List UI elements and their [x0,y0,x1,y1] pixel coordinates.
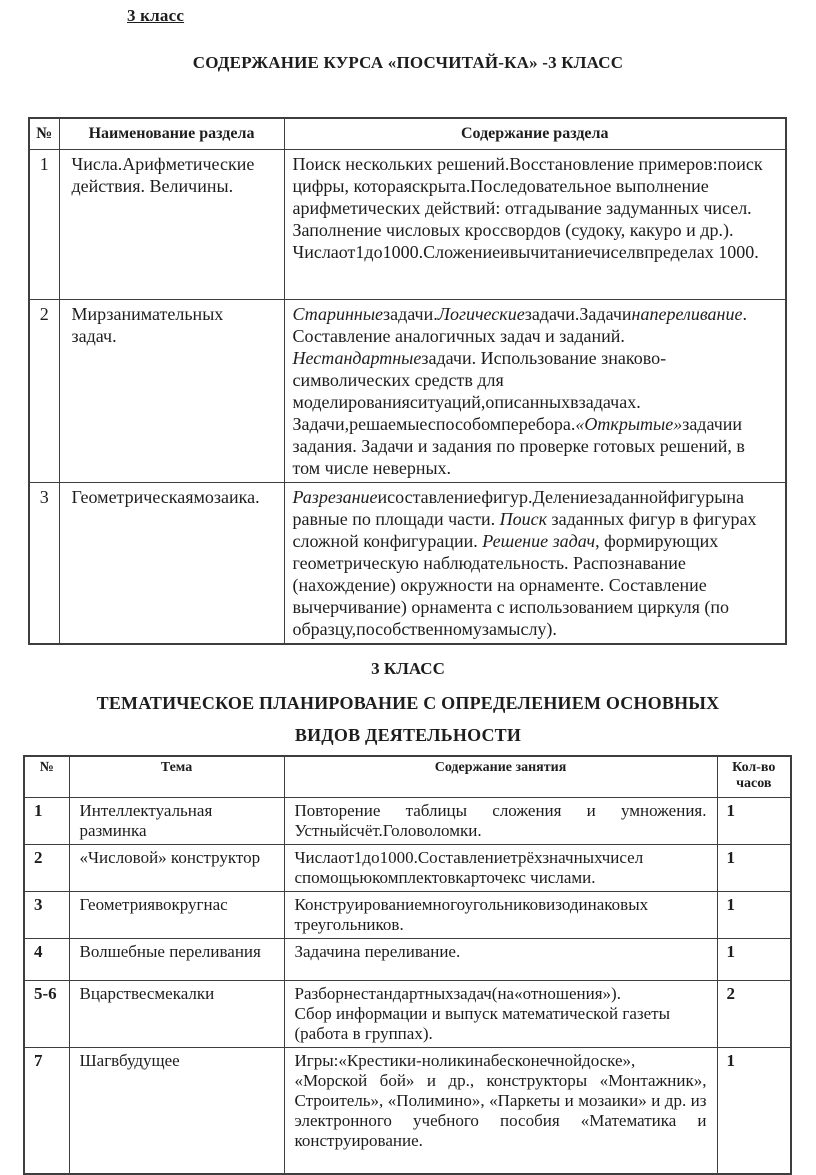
lesson-theme: «Числовой» конструктор [69,845,284,892]
plan-header-num: № [24,756,69,798]
lesson-hours: 1 [717,798,791,845]
lesson-hours: 2 [717,981,791,1048]
section-content [284,483,786,645]
row-number: 4 [24,939,69,981]
text-segment: , формирующих геометрическую наблюдательность. Распознавание (нахождение) окружности на орнаменте. Составление вычерчивание) орнамента с использованием циркуля (по образцу,пособственномузамыслу). [292,531,730,639]
lesson-theme: Шагвбудущее [69,1048,284,1174]
lesson-content: Конструированиемногоугольниковизодинаковых треугольников. [284,892,717,939]
section-name: Геометрическаямозаика. [59,483,284,645]
course-header-num: № [29,118,59,150]
table-row [24,892,791,939]
row-number: 2 [24,845,69,892]
table-row [29,483,786,645]
table-row [24,981,791,1048]
course-header-content: Содержание раздела [284,118,786,150]
text-segment: Поиск [499,509,548,529]
text-segment: задачи.Задачи [524,304,632,324]
plan-header-content: Содержание занятия [284,756,717,798]
row-number: 1 [24,798,69,845]
row-number: 3 [29,483,59,645]
course-header-name: Наименование раздела [59,118,284,150]
lesson-theme: Геометриявокругнас [69,892,284,939]
thematic-planning-heading: ТЕМАТИЧЕСКОЕ ПЛАНИРОВАНИЕ С ОПРЕДЕЛЕНИЕМ ОСНОВНЫХ ВИДОВ ДЕЯТЕЛЬНОСТИ [96,693,720,745]
lesson-hours: 1 [717,892,791,939]
lesson-hours: 1 [717,845,791,892]
lesson-theme: Интеллектуальная разминка [69,798,284,845]
thematic-planning-table [23,755,792,1175]
section-content [284,300,786,483]
table-row [29,150,786,300]
row-number: 7 [24,1048,69,1174]
lesson-theme: Вцарствесмекалки [69,981,284,1048]
table-row [24,798,791,845]
course-table-header-row [29,118,786,150]
text-segment: напереливание [631,304,743,324]
course-content-heading: СОДЕРЖАНИЕ КУРСА «ПОСЧИТАЙ-КА» -3 КЛАСС [192,53,624,72]
text-segment: исоставлениефигур.Делениезаданнойфигурына равные по площади части. [292,487,745,529]
lesson-theme: Волшебные переливания [69,939,284,981]
text-segment: заданных фигур в фигурах сложной конфигурации. [292,509,757,551]
lesson-hours: 1 [717,1048,791,1174]
text-segment: Разрезание [292,487,378,507]
lesson-content: Числаот1до1000.Составлениетрёхзначныхчисел спомощьюкомплектовкарточекс числами. [284,845,717,892]
text-segment: «Открытые» [575,414,683,434]
lesson-hours: 1 [717,939,791,981]
content-line: Разборнестандартныхзадач(на«отношения»). [294,984,621,1003]
lesson-content: Задачина переливание. [284,939,717,981]
text-segment: Решение задач [482,531,596,551]
course-content-table [28,117,787,645]
text-segment: задачии задания. Задачи и задания по проверке готовых решений, в том числе неверных. [292,414,745,478]
text-segment: . Составление аналогичных задач и заданий. [292,304,747,346]
page-title: 3 класс [127,6,185,25]
text-segment: Старинные [292,304,384,324]
plan-table-header-row [24,756,791,798]
table-row [29,300,786,483]
text-segment: задачи. Использование знаково-символических средств для моделированияситуаций,описанныхвзадачах. Задачи,решаемыеспособомперебора. [292,348,667,434]
lesson-content [284,981,717,1048]
lesson-content: Игры:«Крестики-ноликинабесконечнойдоске», «Морской бой» и др., конструкторы «Монтажник», Строитель», «Полимино», «Паркеты и мозаики» и др. из электронного учебного пособия «Математика и конструирование. [284,1048,717,1174]
content-line: Сбор информации и выпуск математической газеты (работа в группах). [294,1004,671,1043]
row-number: 3 [24,892,69,939]
text-segment: Логические [437,304,525,324]
text-segment: задачи. [383,304,438,324]
row-number: 5-6 [24,981,69,1048]
class-heading: 3 КЛАСС [371,659,445,678]
row-number: 1 [29,150,59,300]
table-row [24,1048,791,1174]
section-name: Числа.Арифметические действия. Величины. [59,150,284,300]
plan-header-hours: Кол-во часов [717,756,791,798]
plan-header-theme: Тема [69,756,284,798]
table-row [24,845,791,892]
text-segment: Нестандартные [292,348,422,368]
section-name: Мирзанимательных задач. [59,300,284,483]
row-number: 2 [29,300,59,483]
table-row [24,939,791,981]
lesson-content: Повторение таблицы сложения и умножения. Устныйсчёт.Головоломки. [284,798,717,845]
section-content: Поиск нескольких решений.Восстановление примеров:поиск цифры, котораяскрыта.Последовательное выполнение арифметических действий: отгадывание задуманных чисел. Заполнение числовых кроссвордов (судоку, какуро и др.). Числаот1до1000.Сложениеивычитаниечиселвпределах 1000. [284,150,786,300]
